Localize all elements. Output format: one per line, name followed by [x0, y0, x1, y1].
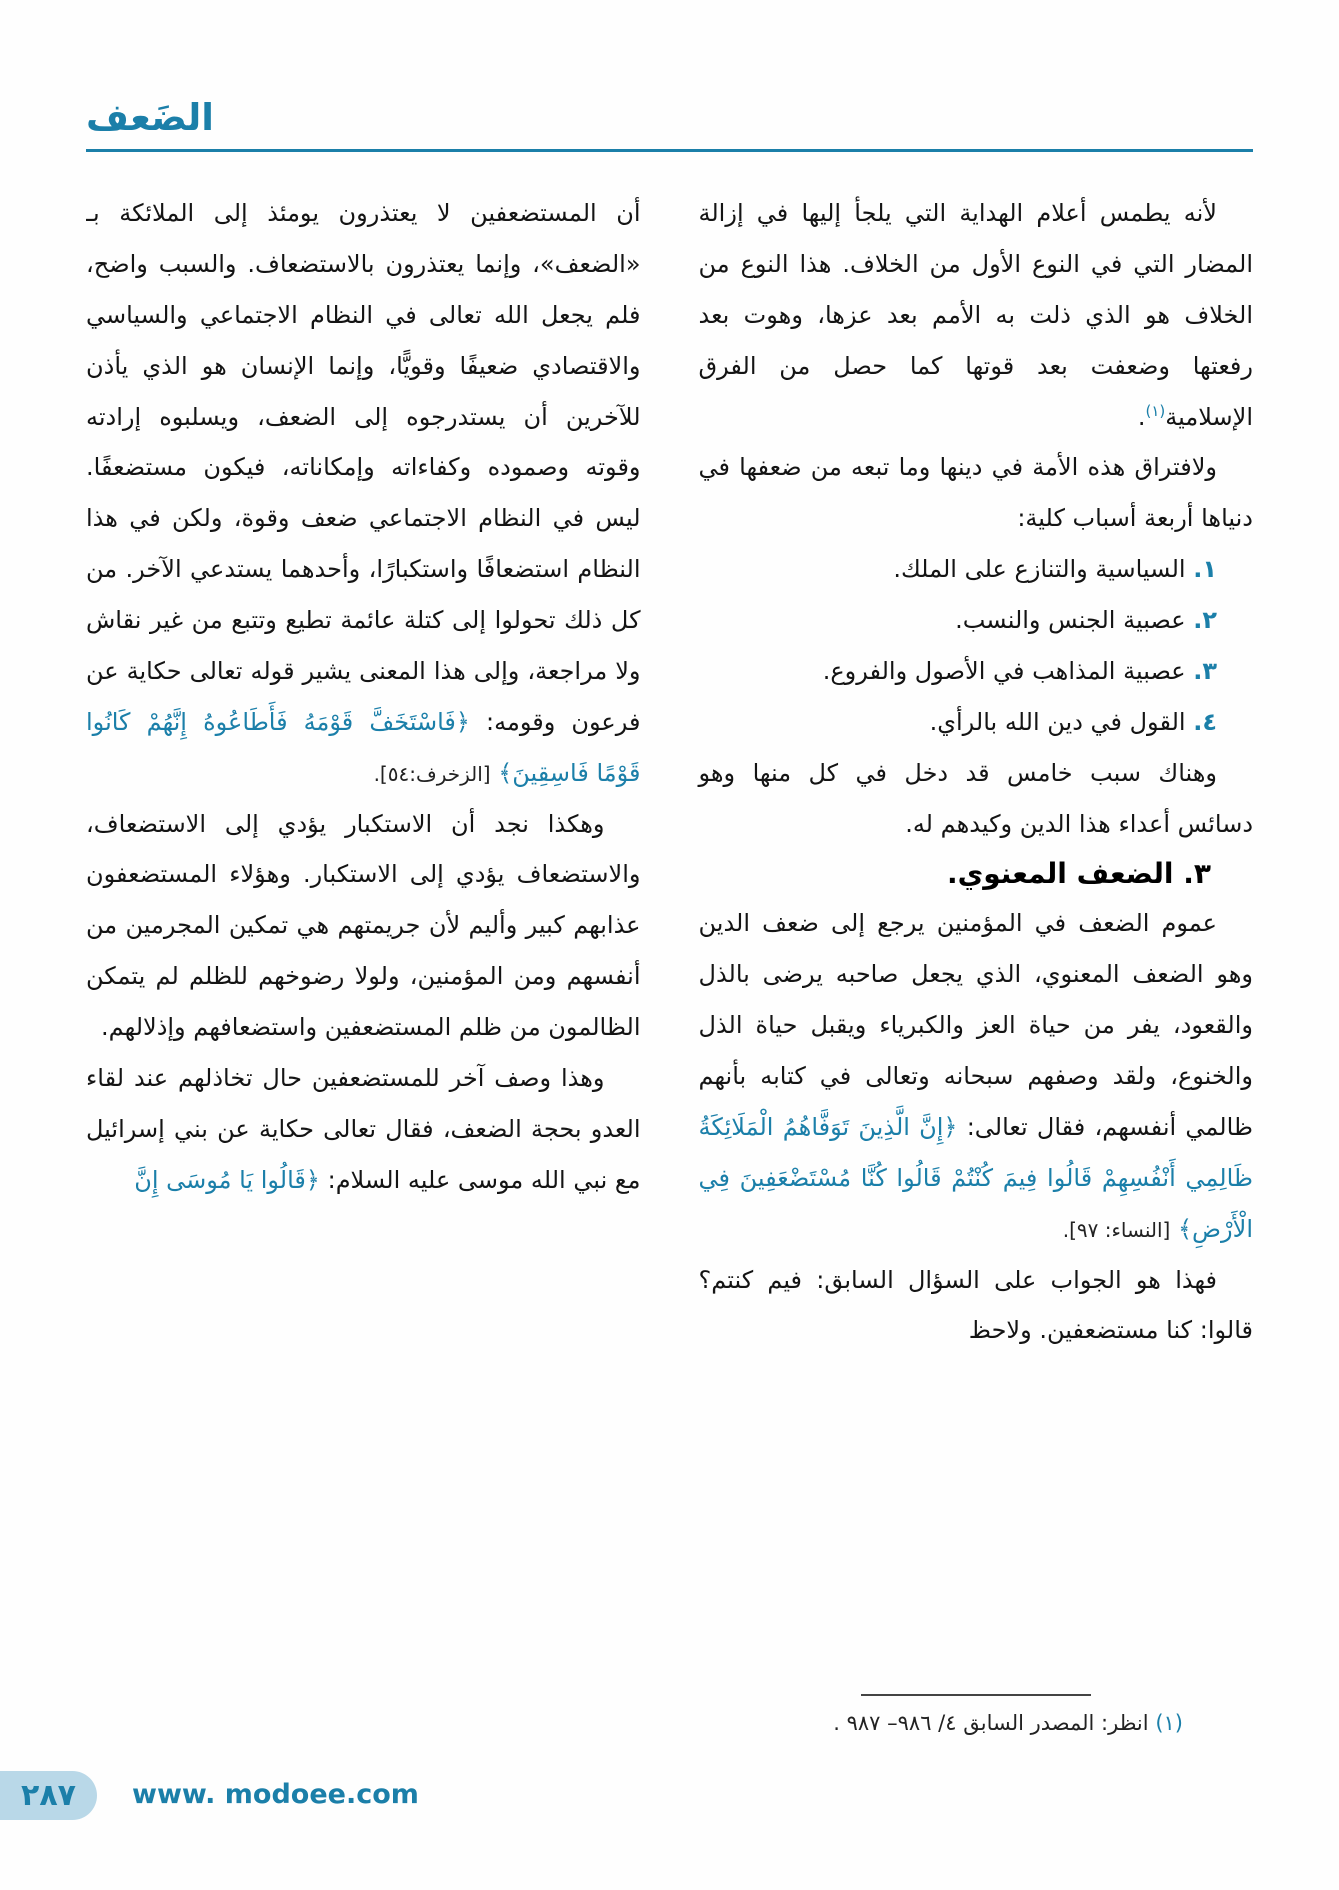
list-number: ١.	[1193, 555, 1217, 584]
right-column	[699, 188, 1254, 1744]
section-heading: ٣. الضعف المعنوي.	[946, 857, 1211, 891]
list-item	[699, 646, 1254, 697]
verse-reference: [النساء: ٩٧].	[1062, 1217, 1171, 1242]
footnote-text: انظر: المصدر السابق ٤/ ٩٨٦– ٩٨٧ .	[833, 1711, 1149, 1736]
quran-verse: ﴿فَاسْتَخَفَّ قَوْمَهُ فَأَطَاعُوهُ إِنَّهُمْ كَانُوا قَوْمًا فَاسِقِينَ﴾	[86, 707, 641, 787]
list-number: ٢.	[1193, 606, 1217, 634]
paragraph: وهناك سبب خامس قد دخل في كل منها وهو دسائس أعداء هذا الدين وكيدهم له.	[698, 758, 1253, 838]
footnote-number: (١)	[1155, 1711, 1183, 1736]
paragraph-text: أن المستضعفين لا يعتذرون يومئذ إلى الملائكة بـ «الضعف»، وإنما يعتذرون بالاستضعاف. والسبب واضح، فلم يجعل الله تعالى في النظام الاجتماعي والسياسي والاقتصادي ضعيفًا وقويًّا، وإنما الإنسان هو الذي يأذن للآخرين أن يستدرجوه إلى الضعف، ويسلبوه إرادته وقوته وصموده وكفاءاته وإمكاناته، فيكون مستضعفًا. ليس في النظام الاجتماعي ضعف وقوة، ولكن في هذا النظام استضعافًا واستكبارًا، وأحدهما يستدعي الآخر. من كل ذلك تحولوا إلى كتلة عائمة تطيع وتتبع من غير نقاش ولا مراجعة، وإلى هذا المعنى يشير قوله تعالى حكاية عن فرعون وقومه:	[86, 199, 641, 736]
page-number-tab	[0, 1771, 97, 1820]
list-number: ٤.	[1193, 707, 1217, 736]
page-number: ٢٨٧	[21, 1778, 76, 1813]
paragraph-text: عموم الضعف في المؤمنين يرجع إلى ضعف الدين وهو الضعف المعنوي، الذي يجعل صاحبه يرضى بالذل والقعود، يفر من حياة العز والكبرياء ويقبل حياة الذل والخنوع، ولقد وصفهم سبحانه وتعالى في كتابه بأنهم ظالمي أنفسهم، فقال تعالى:	[698, 909, 1253, 1141]
paragraph-text: وهذا وصف آخر للمستضعفين حال تخاذلهم عند لقاء العدو بحجة الضعف، فقال تعالى حكاية عن بني إسرائيل مع نبي الله موسى عليه السلام:	[86, 1063, 641, 1194]
paragraph-text: .	[1137, 402, 1146, 431]
quran-verse: ﴿إِنَّ الَّذِينَ تَوَفَّاهُمُ الْمَلَائِكَةُ ظَالِمِي أَنْفُسِهِمْ قَالُوا فِيمَ كُنْتُمْ قَالُوا كُنَّا مُسْتَضْعَفِينَ فِي الْأَرْضِ﴾	[698, 1112, 1253, 1243]
quran-verse: ﴿قَالُوا يَا مُوسَى إِنَّ	[134, 1165, 320, 1194]
list-item-text: عصبية الجنس والنسب.	[955, 606, 1186, 634]
footnote-separator	[861, 1694, 1091, 1696]
header-rule	[86, 149, 1253, 152]
page-header	[86, 96, 1253, 152]
footnote-marker: (١)	[1145, 401, 1166, 420]
page-content	[86, 96, 1253, 1744]
paragraph: ولافتراق هذه الأمة في دينها وما تبعه من ضعفها في دنياها أربعة أسباب كلية:	[698, 453, 1253, 533]
left-column	[86, 188, 641, 1744]
list-number: ٣.	[1193, 656, 1217, 685]
paragraph: وهكذا نجد أن الاستكبار يؤدي إلى الاستضعاف، والاستضعاف يؤدي إلى الاستكبار. وهؤلاء المستضعفون عذابهم كبير وأليم لأن جريمتهم هي تمكين المجرمين من أنفسهم ومن المؤمنين، ولولا رضوخهم للظلم لم يتمكن الظالمون من ظلم المستضعفين واستضعافهم وإذلالهم.	[86, 809, 641, 1041]
list-item-text: عصبية المذاهب في الأصول والفروع.	[822, 656, 1186, 685]
list-item	[699, 544, 1254, 595]
list-item-text: القول في دين الله بالرأي.	[929, 707, 1186, 736]
footnote-line	[699, 1704, 1254, 1744]
list-item	[699, 697, 1254, 748]
paragraph	[699, 188, 1254, 442]
verse-reference: [الزخرف:٥٤].	[373, 761, 491, 786]
list-item-text: السياسية والتنازع على الملك.	[893, 555, 1186, 584]
website-url: www. modoee.com	[132, 1779, 419, 1810]
footnote	[699, 1684, 1254, 1744]
list-item	[699, 595, 1254, 646]
paragraph-with-verse	[86, 188, 641, 799]
paragraph-with-verse	[86, 1053, 641, 1206]
paragraph-text: لأنه يطمس أعلام الهداية التي يلجأ إليها في إزالة المضار التي في النوع الأول من الخلاف. هذا النوع من الخلاف هو الذي ذلت به الأمم بعد عزها، وهوت بعد رفعتها وضعفت بعد قوتها كما حصل من الفرق الإسلامية	[698, 199, 1253, 431]
paragraph-with-verse	[699, 898, 1254, 1254]
paragraph: فهذا هو الجواب على السؤال السابق: فيم كنتم؟ قالوا: كنا مستضعفين. ولاحظ	[698, 1265, 1253, 1345]
chapter-title: الضَعف	[86, 96, 214, 139]
text-columns	[86, 188, 1253, 1744]
